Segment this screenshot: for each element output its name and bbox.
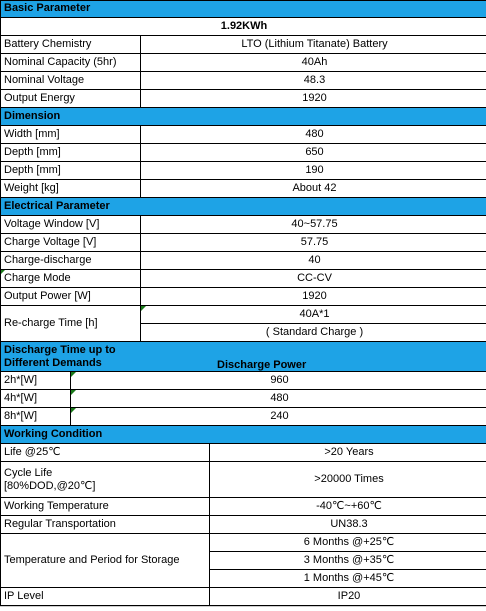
value-battery-chemistry: LTO (Lithium Titanate) Battery bbox=[141, 36, 486, 54]
value-2h: 960 bbox=[71, 372, 486, 390]
label-charge-voltage: Charge Voltage [V] bbox=[0, 234, 141, 252]
label-voltage-window: Voltage Window [V] bbox=[0, 216, 141, 234]
value-storage-35: 3 Months @+35℃ bbox=[210, 552, 486, 570]
label-2h: 2h*[W] bbox=[0, 372, 71, 390]
value-charge-discharge: 40 bbox=[141, 252, 486, 270]
label-charge-mode: Charge Mode bbox=[0, 270, 141, 288]
value-storage-25: 6 Months @+25℃ bbox=[210, 534, 486, 552]
label-depth-2: Depth [mm] bbox=[0, 162, 141, 180]
value-recharge-time: 40A*1 bbox=[141, 306, 486, 324]
label-nominal-capacity: Nominal Capacity (5hr) bbox=[0, 54, 141, 72]
label-8h: 8h*[W] bbox=[0, 408, 71, 426]
value-life: >20 Years bbox=[210, 444, 486, 462]
label-working-temperature: Working Temperature bbox=[0, 498, 210, 516]
cycle-life-line2: [80%DOD,@20℃] bbox=[4, 479, 96, 492]
value-storage-45: 1 Months @+45℃ bbox=[210, 570, 486, 588]
cycle-life-line1: Cycle Life bbox=[4, 466, 53, 479]
label-4h: 4h*[W] bbox=[0, 390, 71, 408]
label-cycle-life bbox=[0, 462, 210, 498]
section-header-working: Working Condition bbox=[0, 426, 486, 444]
value-nominal-voltage: 48.3 bbox=[141, 72, 486, 90]
value-8h: 240 bbox=[71, 408, 486, 426]
value-cycle-life: >20000 Times bbox=[210, 462, 486, 498]
capacity-title: 1.92KWh bbox=[0, 18, 486, 36]
value-recharge-note: ( Standard Charge ) bbox=[141, 324, 486, 342]
label-output-energy: Output Energy bbox=[0, 90, 141, 108]
value-voltage-window: 40~57.75 bbox=[141, 216, 486, 234]
label-recharge-time: Re-charge Time [h] bbox=[0, 306, 141, 342]
discharge-header-line1: Discharge Time up to bbox=[4, 343, 116, 356]
discharge-power-title: Discharge Power bbox=[217, 359, 307, 371]
value-charge-voltage: 57.75 bbox=[141, 234, 486, 252]
label-nominal-voltage: Nominal Voltage bbox=[0, 72, 141, 90]
label-storage: Temperature and Period for Storage bbox=[0, 534, 210, 588]
next-row-stub bbox=[0, 606, 486, 611]
label-weight: Weight [kg] bbox=[0, 180, 141, 198]
value-output-power: 1920 bbox=[141, 288, 486, 306]
value-width: 480 bbox=[141, 126, 486, 144]
value-nominal-capacity: 40Ah bbox=[141, 54, 486, 72]
label-depth-1: Depth [mm] bbox=[0, 144, 141, 162]
section-header-electrical: Electrical Parameter bbox=[0, 198, 486, 216]
label-output-power: Output Power [W] bbox=[0, 288, 141, 306]
label-ip-level: IP Level bbox=[0, 588, 210, 606]
value-4h: 480 bbox=[71, 390, 486, 408]
value-regular-transportation: UN38.3 bbox=[210, 516, 486, 534]
value-weight: About 42 bbox=[141, 180, 486, 198]
label-regular-transportation: Regular Transportation bbox=[0, 516, 210, 534]
label-battery-chemistry: Battery Chemistry bbox=[0, 36, 141, 54]
label-charge-discharge: Charge-discharge bbox=[0, 252, 141, 270]
label-life: Life @25℃ bbox=[0, 444, 210, 462]
value-output-energy: 1920 bbox=[141, 90, 486, 108]
section-header-dimension: Dimension bbox=[0, 108, 486, 126]
value-working-temperature: -40℃~+60℃ bbox=[210, 498, 486, 516]
value-depth-1: 650 bbox=[141, 144, 486, 162]
section-header-basic: Basic Parameter bbox=[0, 0, 486, 18]
value-depth-2: 190 bbox=[141, 162, 486, 180]
discharge-header-line2: Different Demands bbox=[4, 356, 102, 369]
value-ip-level: IP20 bbox=[210, 588, 486, 606]
label-width: Width [mm] bbox=[0, 126, 141, 144]
value-charge-mode: CC-CV bbox=[141, 270, 486, 288]
